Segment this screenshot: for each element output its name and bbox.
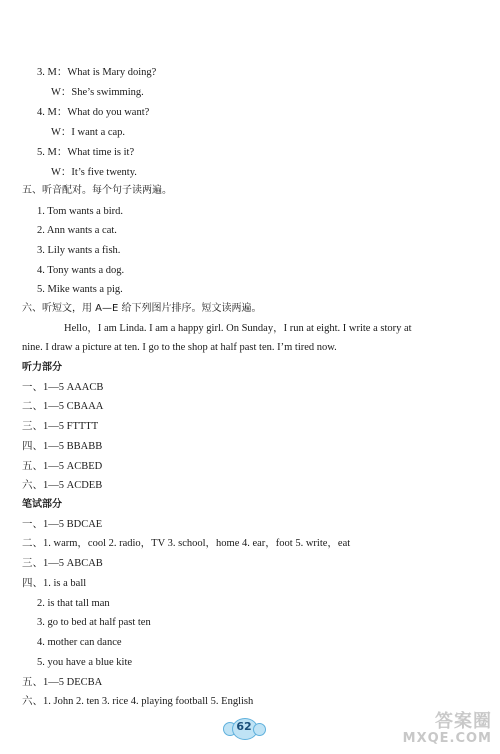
- text-line: 4. Tony wants a dog.: [37, 265, 125, 276]
- text-line: Hello，I am Linda. I am a happy girl. On Sunday，I run at eight. I write a story at: [64, 323, 412, 334]
- watermark-bottom-text: MXQE.COM: [402, 731, 492, 746]
- text-line: 三、1—5 FTTTT: [22, 421, 99, 432]
- page-number-badge: [223, 717, 265, 739]
- text-line: 五、听音配对。每个句子读两遍。: [22, 185, 172, 196]
- text-line: 四、1—5 BBABB: [22, 441, 103, 452]
- text-line: 六、1—5 ACDEB: [22, 480, 103, 491]
- text-line: 5. Mike wants a pig.: [37, 284, 123, 295]
- text-line: W：I want a cap.: [51, 127, 126, 138]
- text-line: 四、1. is a ball: [22, 578, 87, 589]
- text-line: 1. Tom wants a bird.: [37, 206, 123, 217]
- text-line: 2. is that tall man: [37, 598, 110, 609]
- text-line: 4. mother can dance: [37, 637, 122, 648]
- text-line: 5. M：What time is it?: [37, 147, 135, 158]
- text-line: 五、1—5 DECBA: [22, 677, 103, 688]
- text-line: nine. I draw a picture at ten. I go to the shop at half past ten. I’m tired now.: [22, 342, 337, 353]
- text-line: 一、1—5 AAACB: [22, 382, 104, 393]
- text-line: 3. go to bed at half past ten: [37, 617, 151, 628]
- text-line: 六、听短文，用 A—E 给下列图片排序。短文读两遍。: [22, 303, 262, 314]
- page-number: 62: [236, 720, 252, 733]
- text-line: 三、1—5 ABCAB: [22, 558, 103, 569]
- text-line: 3. Lily wants a fish.: [37, 245, 121, 256]
- text-line: 二、1. warm，cool 2. radio，TV 3. school，home 4. ear，foot 5. write，eat: [22, 538, 351, 549]
- text-line: 4. M：What do you want?: [37, 107, 150, 118]
- watermark-logo: [402, 707, 494, 751]
- text-line: 五、1—5 ACBED: [22, 461, 103, 472]
- text-line: 2. Ann wants a cat.: [37, 225, 117, 236]
- text-line: W：She’s swimming.: [51, 87, 144, 98]
- text-line: 二、1—5 CBAAA: [22, 401, 104, 412]
- watermark-top-text: 答案圈: [435, 711, 492, 732]
- text-line: W：It’s five twenty.: [51, 167, 137, 178]
- text-line: 笔试部分: [22, 499, 62, 510]
- text-line: 3. M：What is Mary doing?: [37, 67, 157, 78]
- text-line: 六、1. John 2. ten 3. rice 4. playing football 5. English: [22, 696, 254, 707]
- text-line: 一、1—5 BDCAE: [22, 519, 103, 530]
- text-line: 听力部分: [22, 362, 62, 373]
- text-line: 5. you have a blue kite: [37, 657, 133, 668]
